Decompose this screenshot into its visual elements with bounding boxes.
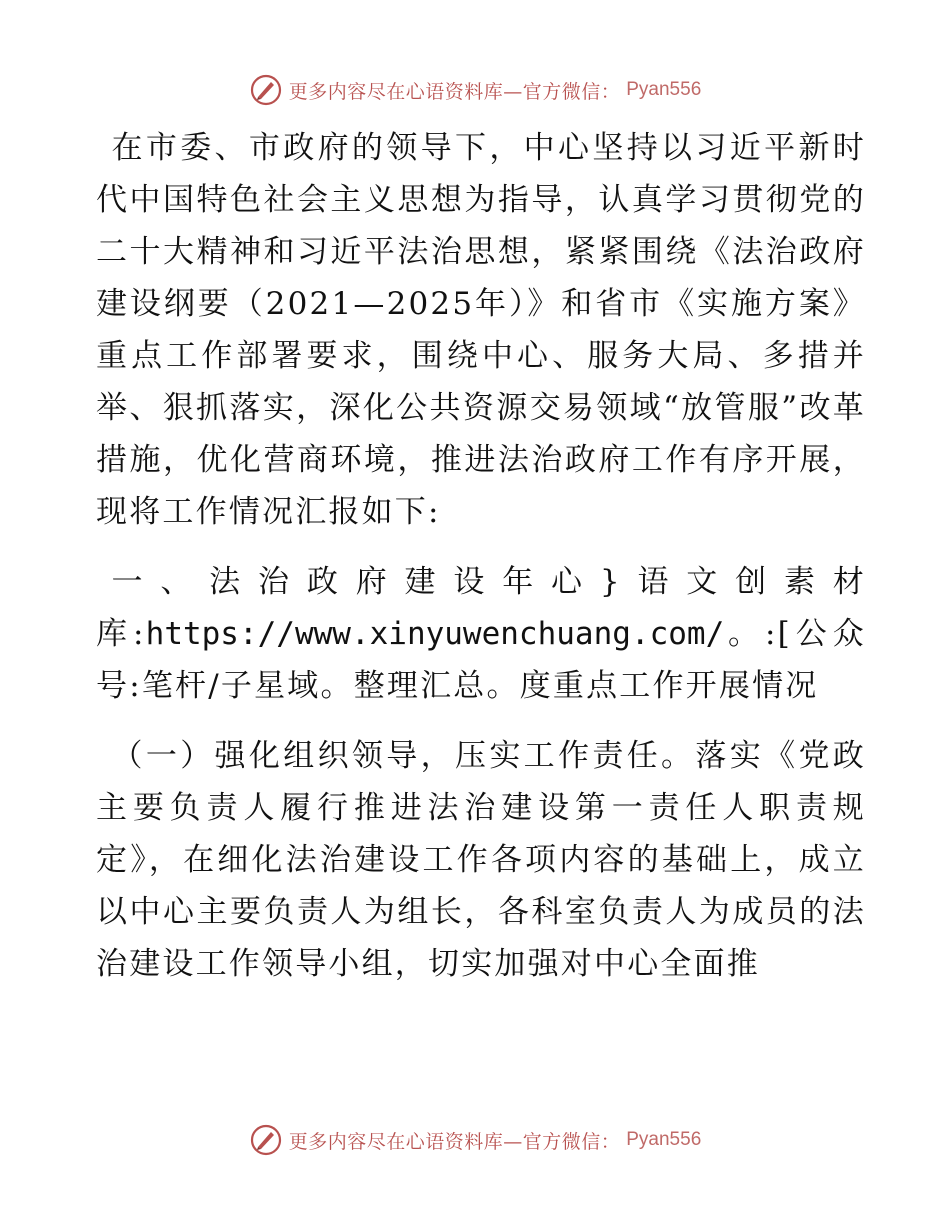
quill-seal-icon bbox=[249, 73, 283, 107]
section-heading-1 bbox=[96, 556, 866, 712]
section-heading-1-pre: 一、法治政府建设年心}语文创素材库: bbox=[96, 564, 866, 652]
intro-paragraph: 在市委、市政府的领导下，中心坚持以习近平新时代中国特色社会主义思想为指导，认真学习贯彻党的二十大精神和习近平法治思想，紧紧围绕《法治政府建设纲要（2021—2025年）》和省市《实施方案》重点工作部署要求，围绕中心、服务大局、多措并举、狠抓落实，深化公共资源交易领域“放管服”改革措施，优化营商环境，推进法治政府工作有序开展，现将工作情况汇报如下: bbox=[96, 130, 866, 530]
watermark-account: Pyan556 bbox=[626, 79, 702, 100]
subsection-paragraph-1: （一）强化组织领导，压实工作责任。落实《党政主要负责人履行推进法治建设第一责任人职责规定》，在细化法治建设工作各项内容的基础上，成立以中心主要负责人为组长，各科室负责人为成员的法治建设工作领导小组，切实加强对中心全面推 bbox=[96, 738, 866, 982]
watermark-text: 更多内容尽在心语资料库—官方微信： bbox=[288, 1130, 621, 1153]
watermark-account: Pyan556 bbox=[626, 1129, 702, 1150]
footer-watermark bbox=[0, 1120, 950, 1160]
watermark-text: 更多内容尽在心语资料库—官方微信： bbox=[288, 80, 621, 103]
header-watermark bbox=[0, 70, 950, 110]
quill-seal-icon bbox=[249, 1123, 283, 1157]
section-heading-1-post: 。:[公众号:笔杆/子星域。整理汇总。度重点工作开展情况 bbox=[96, 616, 866, 704]
source-url-link[interactable]: https://www.xinyuwenchuang.com/ bbox=[145, 616, 725, 652]
document-body bbox=[96, 122, 866, 990]
